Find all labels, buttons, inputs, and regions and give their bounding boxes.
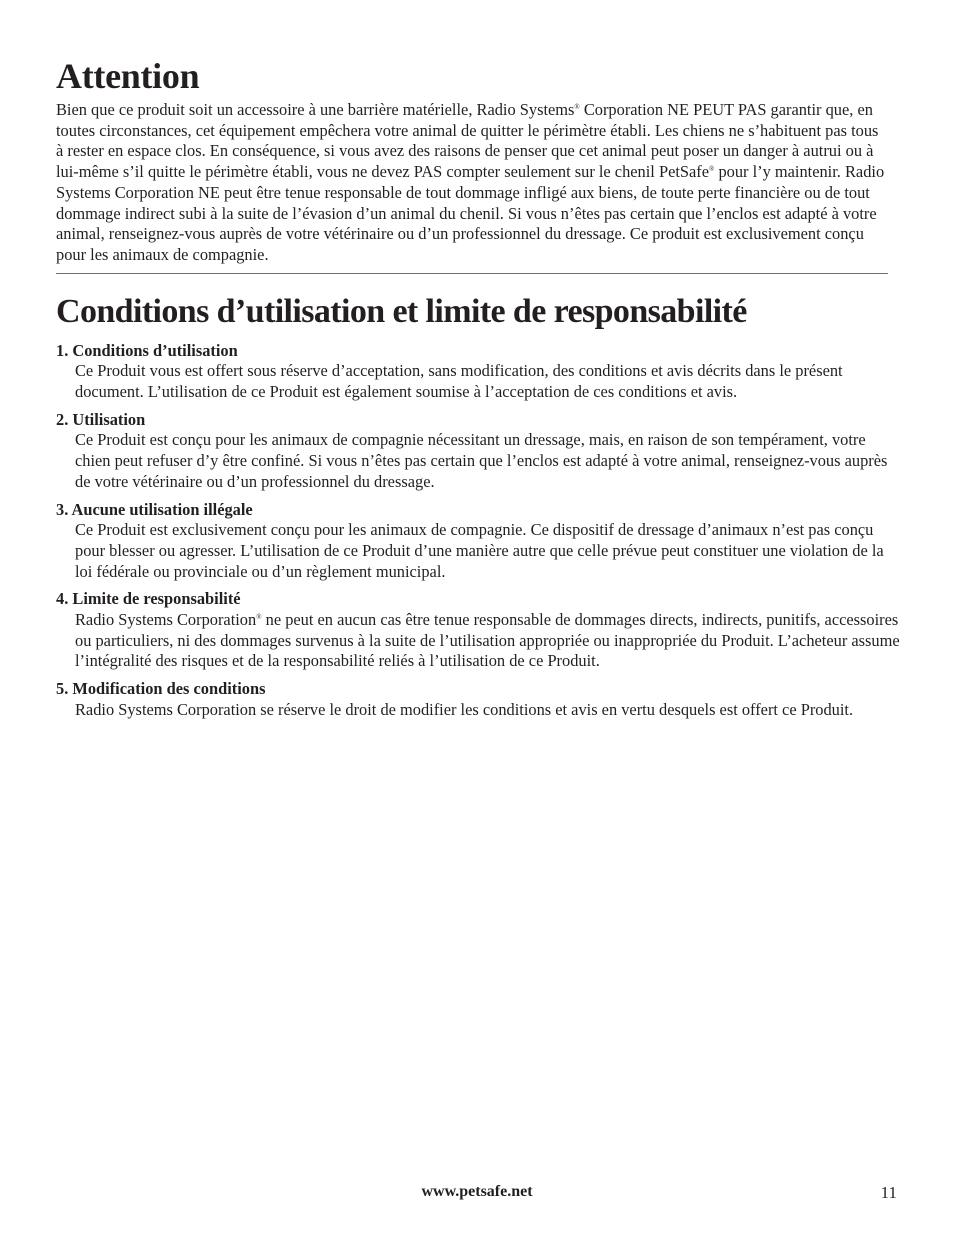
- term-body: [56, 610, 905, 672]
- term-item: [56, 500, 899, 583]
- term-heading: 3. Aucune utilisation illégale: [56, 499, 253, 519]
- document-page: [56, 56, 899, 728]
- footer-website-url: www.petsafe.net: [421, 1183, 533, 1200]
- registered-mark: ®: [709, 165, 715, 174]
- term-body-part1: Radio Systems Corporation: [75, 610, 257, 630]
- page-number: 11: [880, 1183, 897, 1202]
- term-body-part2: ne peut en aucun cas être tenue responsable de dommages directs, indirects, punitifs, accessoires ou particuliers, ni des dommages survenus à la suite de l’utilisation appropriée ou inappropriée du Produit. L’acheteur assume l’intégralité des risques et de la responsabilité reliés à l’utilisation de ce Produit.: [75, 610, 900, 671]
- term-body: Ce Produit est conçu pour les animaux de compagnie nécessitant un dressage, mais, en raison de son tempérament, votre chien peut refuser d’y être confiné. Si vous n’êtes pas certain que l’enclos est adapté à votre animal, renseignez-vous auprès de votre vétérinaire ou d’un professionnel du dressage.: [75, 430, 888, 491]
- term-item: [56, 589, 899, 672]
- attention-title: Attention: [56, 56, 200, 96]
- attention-text-part3: pour l’y maintenir. Radio Systems Corporation NE peut être tenue responsable de tout dommage infligé aux biens, de toute perte financière ou de tout dommage indirect subi à la suite de l’évasion d’un animal du chenil. Si vous n’êtes pas certain que l’enclos est adapté à votre animal, renseignez-vous auprès de votre vétérinaire ou d’un professionnel du dressage. Ce produit est exclusivement conçu pour les animaux de compagnie.: [56, 162, 885, 264]
- section-divider: [56, 273, 888, 274]
- conditions-title: Conditions d’utilisation et limite de responsabilité: [56, 292, 747, 330]
- attention-text-part1: Bien que ce produit soit un accessoire à une barrière matérielle, Radio Systems: [56, 100, 575, 119]
- term-heading: 5. Modification des conditions: [56, 679, 266, 699]
- registered-mark: ®: [574, 103, 580, 111]
- term-item: [56, 679, 899, 720]
- term-heading: 1. Conditions d’utilisation: [56, 340, 238, 360]
- attention-paragraph: [56, 100, 888, 266]
- terms-list: [56, 341, 899, 721]
- term-body: Ce Produit vous est offert sous réserve d’acceptation, sans modification, des conditions et avis décrits dans le présent document. L’utilisation de ce Produit est également soumise à l’acceptation de ces conditions et avis.: [75, 361, 843, 402]
- term-item: [56, 341, 899, 403]
- term-heading: 2. Utilisation: [56, 409, 146, 429]
- registered-mark: ®: [256, 613, 262, 622]
- term-body: Radio Systems Corporation se réserve le droit de modifier les conditions et avis en vertu desquels est offert ce Produit.: [75, 699, 854, 719]
- term-item: [56, 410, 899, 493]
- attention-text-part2: Corporation NE PEUT PAS garantir que, en toutes circonstances, cet équipement empêchera votre animal de quitter le périmètre établi. Les chiens ne s’habituent pas tous à rester en espace clos. En conséquence, si vous avez des raisons de penser que cet animal peut poser un danger à autrui ou à lui-même s’il quitte le périmètre établi, vous ne devez PAS compter seulement sur le chenil PetSafe: [56, 100, 879, 182]
- term-heading: 4. Limite de responsabilité: [56, 589, 241, 609]
- term-body: Ce Produit est exclusivement conçu pour les animaux de compagnie. Ce dispositif de dressage d’animaux n’est pas conçu pour blesser ou agresser. L’utilisation de ce Produit d’une manière autre que celle prévue peut constituer une violation de la loi fédérale ou provinciale ou d’un règlement municipal.: [75, 520, 884, 581]
